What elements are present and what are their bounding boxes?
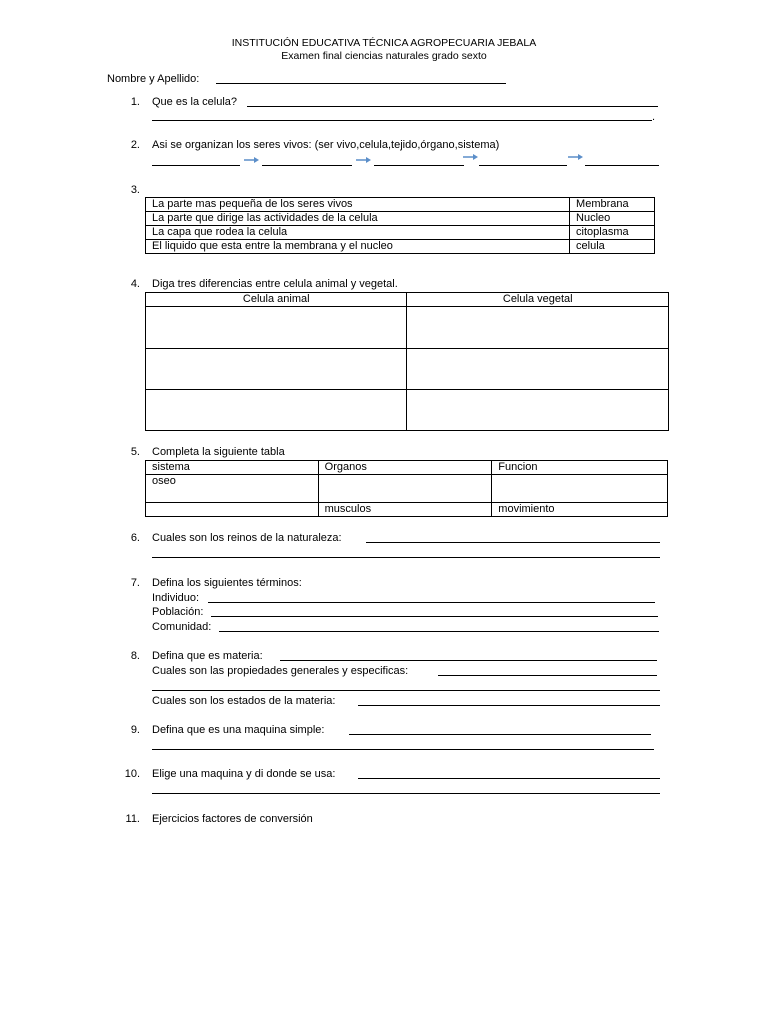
table-row: [146, 212, 655, 226]
q1-answer-line[interactable]: [247, 106, 658, 107]
q6-answer-line[interactable]: [366, 542, 660, 543]
q9-answer-line-2[interactable]: [152, 749, 654, 750]
q3-right-cell: citoplasma: [570, 226, 655, 240]
table-row: [146, 475, 668, 503]
term-poblacion-line[interactable]: [211, 616, 658, 617]
q1-answer-line-2[interactable]: [152, 120, 652, 121]
answer-cell[interactable]: [146, 307, 407, 349]
arrow-right-icon: [568, 153, 583, 161]
term-individuo-line[interactable]: [208, 602, 655, 603]
q3-right-cell: Nucleo: [570, 212, 655, 226]
table-cell: oseo: [146, 475, 319, 503]
q5-number: 5.: [130, 446, 140, 458]
q2-blank-2[interactable]: [262, 165, 352, 166]
q3-left-cell: El liquido que esta entre la membrana y el nucleo: [146, 240, 570, 254]
q8-sub1-line[interactable]: [438, 675, 657, 676]
arrow-right-icon: [244, 156, 259, 164]
q8-number: 8.: [130, 650, 140, 662]
q7-text: Defina los siguientes términos:: [152, 577, 302, 589]
q8-sub1-line-2[interactable]: [152, 690, 660, 691]
q8-answer-line[interactable]: [280, 660, 657, 661]
q10-answer-line-2[interactable]: [152, 793, 660, 794]
term-poblacion-label: Población:: [152, 606, 204, 618]
q9-text: Defina que es una maquina simple:: [152, 724, 325, 736]
term-comunidad-line[interactable]: [219, 631, 659, 632]
arrow-right-icon: [463, 153, 478, 161]
col-header-funcion: Funcion: [492, 461, 668, 475]
q3-matching-table: [145, 197, 655, 254]
answer-cell[interactable]: [492, 475, 668, 503]
answer-cell[interactable]: [407, 307, 669, 349]
q3-right-cell: celula: [570, 240, 655, 254]
table-row: [146, 461, 668, 475]
q6-answer-line-2[interactable]: [152, 557, 660, 558]
answer-cell[interactable]: [146, 390, 407, 431]
q6-number: 6.: [130, 532, 140, 544]
q8-text: Defina que es materia:: [152, 650, 263, 662]
q1-number: 1.: [130, 96, 140, 108]
q3-left-cell: La parte que dirige las actividades de la celula: [146, 212, 570, 226]
table-row: [146, 307, 669, 349]
q4-differences-table: [145, 292, 669, 431]
table-row: [146, 503, 668, 517]
col-header-organos: Organos: [318, 461, 492, 475]
table-row: [146, 198, 655, 212]
q2-text: Asi se organizan los seres vivos: (ser vivo,celula,tejido,órgano,sistema): [152, 139, 500, 151]
exam-title: Examen final ciencias naturales grado sexto: [281, 50, 487, 62]
table-row: [146, 390, 669, 431]
q2-number: 2.: [130, 139, 140, 151]
q3-right-cell: Membrana: [570, 198, 655, 212]
q2-blank-4[interactable]: [479, 165, 567, 166]
q1-text: Que es la celula?: [152, 96, 237, 108]
term-comunidad-label: Comunidad:: [152, 621, 212, 633]
q4-text: Diga tres diferencias entre celula animal y vegetal.: [152, 278, 398, 290]
col-header-animal: Celula animal: [146, 293, 407, 307]
q2-blank-1[interactable]: [152, 165, 240, 166]
q1-end-mark: .: [652, 111, 656, 123]
table-row: [146, 240, 655, 254]
q8-sub2-line[interactable]: [358, 705, 660, 706]
q3-left-cell: La capa que rodea la celula: [146, 226, 570, 240]
arrow-right-icon: [356, 156, 371, 164]
col-header-sistema: sistema: [146, 461, 319, 475]
student-name-label: Nombre y Apellido:: [107, 73, 200, 85]
table-cell: movimiento: [492, 503, 668, 517]
q11-text: Ejercicios factores de conversión: [152, 813, 313, 825]
student-name-line[interactable]: [216, 83, 506, 84]
table-cell: musculos: [318, 503, 492, 517]
answer-cell[interactable]: [407, 349, 669, 390]
answer-cell[interactable]: [146, 503, 319, 517]
q8-sub1: Cuales son las propiedades generales y especificas:: [152, 665, 409, 677]
q3-number: 3.: [130, 184, 140, 196]
q2-blank-3[interactable]: [374, 165, 464, 166]
q5-text: Completa la siguiente tabla: [152, 446, 285, 458]
institution-title: INSTITUCIÓN EDUCATIVA TÉCNICA AGROPECUARIA JEBALA: [231, 37, 537, 49]
q10-text: Elige una maquina y di donde se usa:: [152, 768, 336, 780]
table-row: [146, 226, 655, 240]
q3-left-cell: La parte mas pequeña de los seres vivos: [146, 198, 570, 212]
table-row: [146, 349, 669, 390]
q11-number: 11.: [125, 813, 140, 825]
q5-systems-table: [145, 460, 668, 517]
q8-sub2: Cuales son los estados de la materia:: [152, 695, 336, 707]
answer-cell[interactable]: [146, 349, 407, 390]
q4-number: 4.: [130, 278, 140, 290]
q10-answer-line[interactable]: [358, 778, 660, 779]
answer-cell[interactable]: [407, 390, 669, 431]
col-header-vegetal: Celula vegetal: [407, 293, 669, 307]
table-row: [146, 293, 669, 307]
q10-number: 10.: [124, 768, 140, 780]
q9-answer-line[interactable]: [349, 734, 651, 735]
term-individuo-label: Individuo:: [152, 592, 200, 604]
q2-blank-5[interactable]: [585, 165, 659, 166]
q7-number: 7.: [130, 577, 140, 589]
q9-number: 9.: [130, 724, 140, 736]
answer-cell[interactable]: [318, 475, 492, 503]
q6-text: Cuales son los reinos de la naturaleza:: [152, 532, 342, 544]
